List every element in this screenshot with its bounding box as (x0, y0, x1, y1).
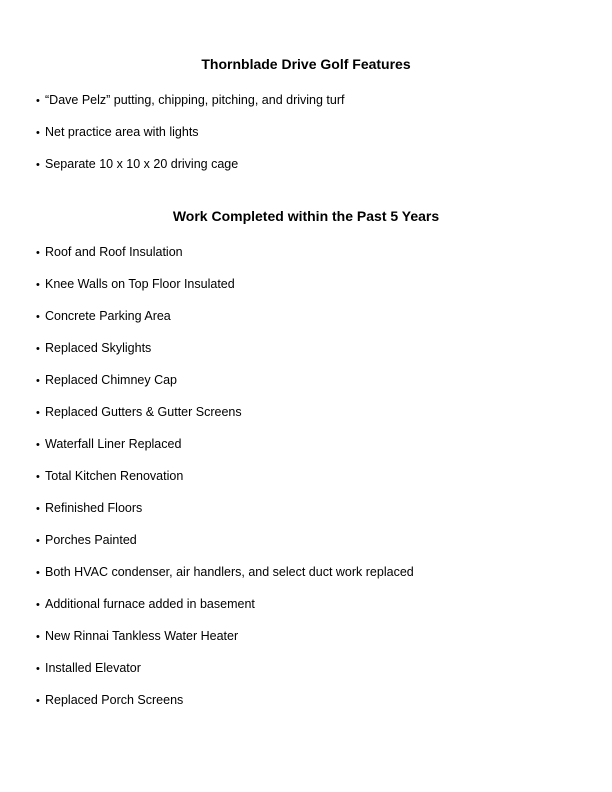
bullet-icon: • (36, 663, 40, 675)
list-item (36, 435, 414, 467)
list-item-text: New Rinnai Tankless Water Heater (45, 629, 239, 643)
list-item (36, 691, 414, 723)
golf-features-heading: Thornblade Drive Golf Features (201, 56, 411, 72)
bullet-icon: • (36, 599, 40, 611)
list-item (36, 275, 414, 307)
work-completed-list (36, 243, 414, 723)
bullet-icon: • (36, 407, 40, 419)
list-item (36, 123, 344, 155)
bullet-icon: • (36, 535, 40, 547)
list-item-text: Both HVAC condenser, air handlers, and select duct work replaced (45, 565, 414, 579)
bullet-icon: • (36, 127, 40, 139)
bullet-icon: • (36, 279, 40, 291)
list-item (36, 339, 414, 371)
list-item-text: “Dave Pelz” putting, chipping, pitching, and driving turf (45, 93, 345, 107)
list-item-text: Knee Walls on Top Floor Insulated (45, 277, 235, 291)
bullet-icon: • (36, 247, 40, 259)
list-item-text: Roof and Roof Insulation (45, 245, 183, 259)
bullet-icon: • (36, 343, 40, 355)
list-item-text: Porches Painted (45, 533, 137, 547)
list-item (36, 371, 414, 403)
golf-features-list (36, 91, 344, 187)
bullet-icon: • (36, 159, 40, 171)
list-item-text: Refinished Floors (45, 501, 143, 515)
bullet-icon: • (36, 503, 40, 515)
list-item (36, 243, 414, 275)
bullet-icon: • (36, 631, 40, 643)
list-item (36, 403, 414, 435)
bullet-icon: • (36, 695, 40, 707)
list-item (36, 595, 414, 627)
list-item-text: Separate 10 x 10 x 20 driving cage (45, 157, 239, 171)
list-item (36, 659, 414, 691)
list-item-text: Installed Elevator (45, 661, 141, 675)
list-item (36, 531, 414, 563)
list-item-text: Replaced Porch Screens (45, 693, 184, 707)
list-item (36, 467, 414, 499)
list-item-text: Additional furnace added in basement (45, 597, 255, 611)
list-item (36, 563, 414, 595)
list-item (36, 627, 414, 659)
work-completed-heading: Work Completed within the Past 5 Years (172, 208, 440, 224)
list-item-text: Net practice area with lights (45, 125, 199, 139)
bullet-icon: • (36, 375, 40, 387)
list-item (36, 499, 414, 531)
list-item-text: Concrete Parking Area (45, 309, 171, 323)
bullet-icon: • (36, 567, 40, 579)
list-item (36, 91, 344, 123)
list-item-text: Replaced Chimney Cap (45, 373, 178, 387)
list-item (36, 307, 414, 339)
list-item-text: Replaced Gutters & Gutter Screens (45, 405, 242, 419)
list-item-text: Total Kitchen Renovation (45, 469, 184, 483)
bullet-icon: • (36, 439, 40, 451)
list-item-text: Replaced Skylights (45, 341, 152, 355)
bullet-icon: • (36, 95, 40, 107)
bullet-icon: • (36, 471, 40, 483)
bullet-icon: • (36, 311, 40, 323)
list-item-text: Waterfall Liner Replaced (45, 437, 182, 451)
list-item (36, 155, 344, 187)
